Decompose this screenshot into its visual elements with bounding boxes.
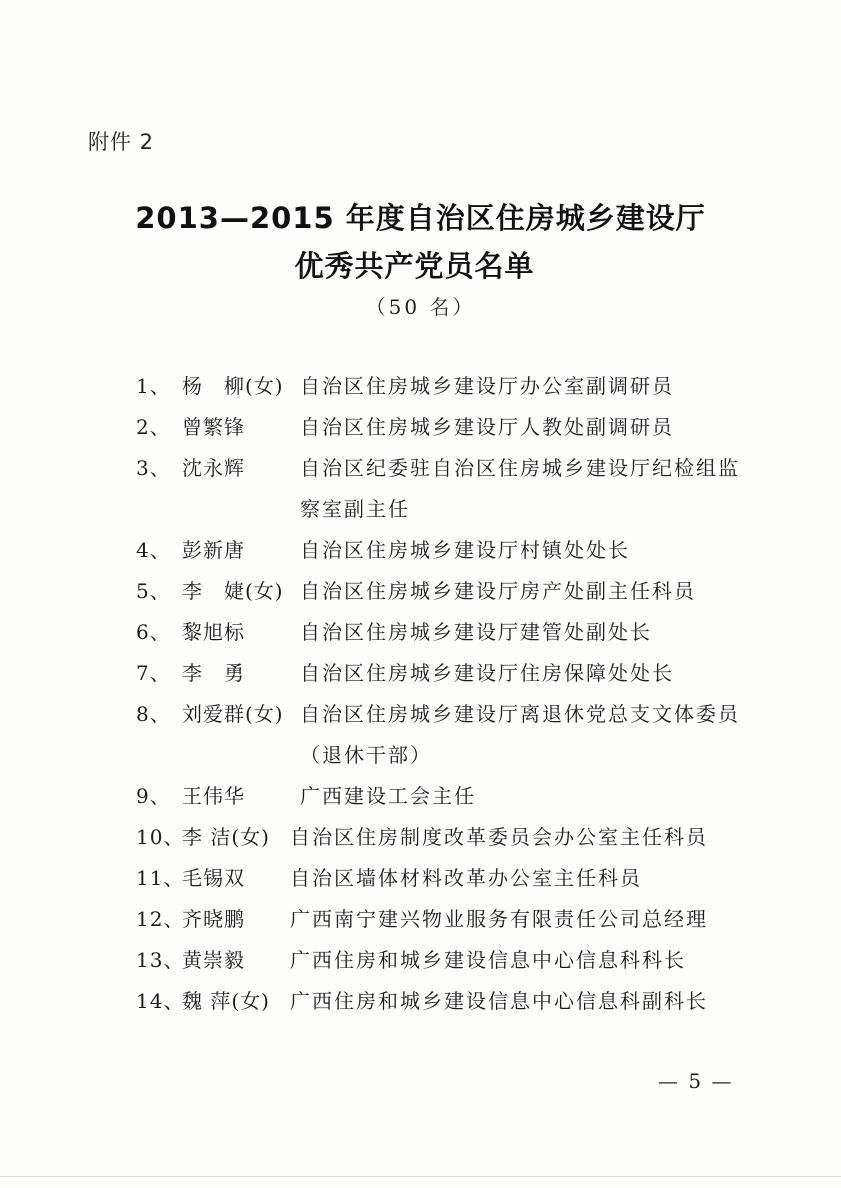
entry-name: 王伟华 bbox=[182, 784, 245, 808]
entry-role: 自治区墙体材料改革办公室主任科员 bbox=[290, 866, 642, 890]
entry-number: 1、 bbox=[136, 374, 171, 398]
entry-number: 14、 bbox=[136, 989, 185, 1013]
entry-number: 5、 bbox=[136, 579, 171, 603]
entry-number: 6、 bbox=[136, 620, 171, 644]
attachment-label: 附件 2 bbox=[88, 130, 155, 154]
title-line-2: 优秀共产党员名单 bbox=[294, 249, 535, 283]
list-item bbox=[136, 817, 756, 858]
entry-name: 毛锡双 bbox=[182, 866, 245, 890]
entry-name: 杨 柳(女) bbox=[182, 374, 284, 398]
entry-number: 2、 bbox=[136, 415, 171, 439]
entry-number: 12、 bbox=[136, 907, 185, 931]
page-edge-divider bbox=[0, 1176, 841, 1177]
entry-name: 曾繁锋 bbox=[182, 415, 245, 439]
entry-role: 自治区住房制度改革委员会办公室主任科员 bbox=[290, 825, 708, 849]
list-item bbox=[136, 981, 756, 1022]
title-line-1: 2013—2015 年度自治区住房城乡建设厅 bbox=[135, 201, 706, 235]
honoree-list bbox=[136, 366, 756, 1022]
entry-name: 李 洁(女) bbox=[182, 825, 270, 849]
list-item bbox=[136, 612, 756, 653]
entry-role: 自治区住房城乡建设厅建管处副处长 bbox=[300, 620, 652, 644]
list-item bbox=[136, 940, 756, 981]
entry-number: 4、 bbox=[136, 538, 171, 562]
entry-number: 10、 bbox=[136, 825, 185, 849]
entry-name: 魏 萍(女) bbox=[182, 989, 270, 1013]
entry-role: 自治区住房城乡建设厅房产处副主任科员 bbox=[300, 579, 696, 603]
list-item bbox=[136, 694, 756, 776]
entry-name: 李 勇 bbox=[182, 661, 245, 685]
entry-name: 黄崇毅 bbox=[182, 948, 245, 972]
entry-name: 刘爱群(女) bbox=[182, 702, 284, 726]
entry-role: 自治区住房城乡建设厅离退休党总支文体委员（退休干部） bbox=[300, 702, 740, 767]
entry-number: 3、 bbox=[136, 456, 171, 480]
entry-number: 9、 bbox=[136, 784, 171, 808]
count-note: （50 名） bbox=[365, 295, 476, 319]
entry-name: 沈永辉 bbox=[182, 456, 245, 480]
list-item bbox=[136, 407, 756, 448]
entry-number: 7、 bbox=[136, 661, 171, 685]
list-item bbox=[136, 858, 756, 899]
entry-role: 广西南宁建兴物业服务有限责任公司总经理 bbox=[290, 907, 708, 931]
entry-role: 广西建设工会主任 bbox=[300, 784, 476, 808]
entry-role: 自治区住房城乡建设厅住房保障处处长 bbox=[300, 661, 674, 685]
entry-role: 自治区纪委驻自治区住房城乡建设厅纪检组监察室副主任 bbox=[300, 456, 740, 521]
entry-name: 黎旭标 bbox=[182, 620, 245, 644]
list-item bbox=[136, 776, 756, 817]
entry-role: 广西住房和城乡建设信息中心信息科副科长 bbox=[290, 989, 708, 1013]
list-item bbox=[136, 448, 756, 530]
list-item bbox=[136, 530, 756, 571]
entry-role: 自治区住房城乡建设厅村镇处处长 bbox=[300, 538, 630, 562]
entry-role: 广西住房和城乡建设信息中心信息科科长 bbox=[290, 948, 686, 972]
list-item bbox=[136, 366, 756, 407]
list-item bbox=[136, 899, 756, 940]
entry-number: 13、 bbox=[136, 948, 185, 972]
entry-name: 李 婕(女) bbox=[182, 579, 284, 603]
entry-role: 自治区住房城乡建设厅人教处副调研员 bbox=[300, 415, 674, 439]
list-item bbox=[136, 571, 756, 612]
entry-name: 齐晓鹏 bbox=[182, 907, 245, 931]
entry-number: 8、 bbox=[136, 702, 171, 726]
entry-number: 11、 bbox=[136, 866, 185, 890]
list-item bbox=[136, 653, 756, 694]
entry-name: 彭新唐 bbox=[182, 538, 245, 562]
entry-role: 自治区住房城乡建设厅办公室副调研员 bbox=[300, 374, 674, 398]
page-number: — 5 — bbox=[658, 1069, 734, 1093]
